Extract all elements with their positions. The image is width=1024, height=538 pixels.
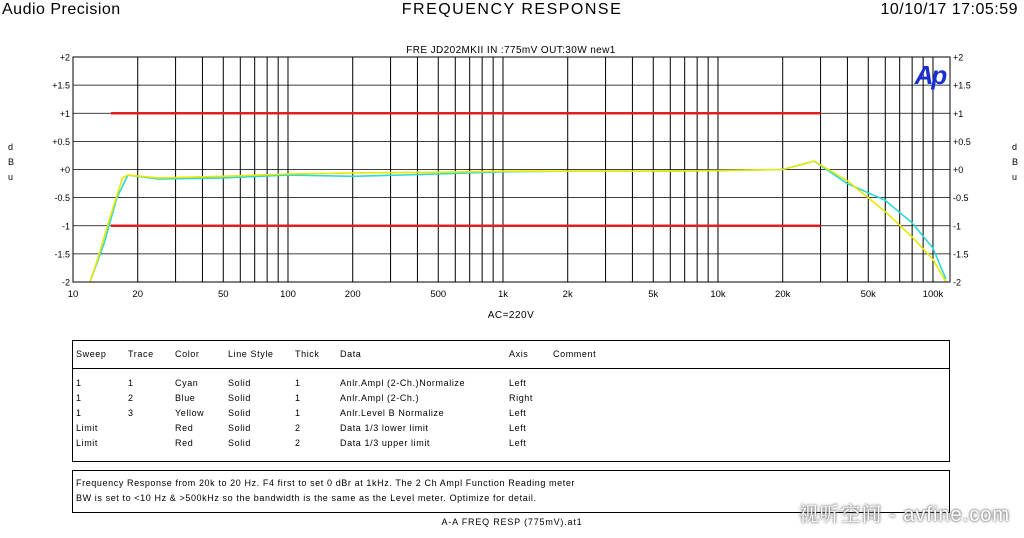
page-title: FREQUENCY RESPONSE — [401, 1, 623, 18]
x-tick-label: 50 — [217, 289, 229, 300]
legend-cell: 1 — [295, 378, 301, 388]
legend-cell: Solid — [228, 378, 252, 388]
legend-cell: 2 — [128, 393, 134, 403]
legend-cell: Data 1/3 lower limit — [340, 423, 429, 433]
y-tick-label-left: -1.5 — [54, 249, 70, 260]
y-tick-label-left: +1.5 — [52, 80, 70, 91]
y-axis-label-left: d B u — [8, 142, 15, 182]
x-axis-label: AC=220V — [487, 310, 535, 321]
legend-header-cell: Thick — [295, 349, 320, 359]
legend-cell: Anlr.Level B Normalize — [340, 408, 445, 418]
legend-cell: Anlr.Ampl (2-Ch.)Normalize — [340, 378, 466, 388]
legend-cell: Blue — [175, 393, 196, 403]
legend-cell: 1 — [128, 378, 134, 388]
legend-cell: Left — [509, 378, 527, 388]
y-tick-label-right: +2 — [953, 52, 964, 63]
ap-logo: Ap — [914, 60, 946, 90]
y-tick-label-right: -1.5 — [953, 249, 969, 260]
traces — [90, 161, 946, 282]
y-tick-label-right: +1.5 — [953, 80, 971, 91]
y-tick-label-left: +1 — [59, 108, 70, 119]
notes-line-1: Frequency Response from 20k to 20 Hz. F4 first to set 0 dBr at 1kHz. The 2 Ch Ampl Function Reading meter — [76, 478, 576, 488]
legend-cell: Limit — [76, 438, 99, 448]
legend-cell: Red — [175, 438, 194, 448]
x-tick-label: 20k — [775, 289, 791, 300]
trace-cyan — [90, 161, 946, 282]
x-tick-label: 1k — [497, 289, 509, 300]
chart-title: FRE JD202MKII IN :775mV OUT:30W new1 — [406, 45, 616, 56]
y-tick-label-right: +0 — [953, 165, 964, 175]
legend-cell: 1 — [76, 378, 82, 388]
trace-yellow — [90, 161, 946, 282]
legend-cell: Solid — [228, 423, 252, 433]
legend-cell: Data 1/3 upper limit — [340, 438, 431, 448]
legend-cell: 1 — [295, 393, 301, 403]
grid — [73, 57, 950, 282]
brand-label: Audio Precision — [2, 1, 121, 18]
y-tick-label-right: +1 — [953, 108, 964, 119]
legend-cell: 1 — [76, 393, 82, 403]
trace-legend-table — [72, 340, 950, 462]
x-tick-label: 200 — [344, 289, 361, 300]
x-tick-label: 100 — [280, 289, 296, 300]
legend-header-cell: Color — [175, 349, 200, 359]
x-tick-label: 2k — [562, 289, 573, 300]
legend-cell: Left — [509, 408, 527, 418]
x-tick-label: 100k — [922, 289, 944, 300]
legend-cell: 1 — [295, 408, 301, 418]
watermark: 视听空间 - avfine.com — [798, 504, 1010, 526]
legend-cell: 2 — [295, 438, 301, 448]
legend-header-cell: Axis — [509, 349, 529, 359]
y-tick-label-left: +0.5 — [52, 136, 70, 147]
legend-cell: 3 — [128, 408, 134, 418]
x-tick-label: 10 — [67, 289, 79, 300]
y-tick-label-right: +0.5 — [953, 136, 971, 147]
x-tick-label: 10k — [710, 289, 726, 300]
x-ticks — [68, 289, 944, 300]
legend-header-cell: Trace — [128, 349, 154, 359]
legend-header-cell: Data — [340, 349, 362, 359]
y-ticks-right — [953, 53, 971, 288]
legend-cell: Left — [509, 438, 527, 448]
legend-cell: Solid — [228, 438, 252, 448]
legend-cell: Yellow — [175, 408, 205, 418]
y-tick-label-left: +2 — [59, 52, 70, 63]
legend-cell: 2 — [295, 423, 301, 433]
legend-cell: Red — [175, 423, 194, 433]
legend-cell: Left — [509, 423, 527, 433]
legend-header-cell: Line Style — [228, 349, 274, 359]
y-ticks-left — [52, 53, 70, 288]
y-tick-label-right: -2 — [953, 277, 962, 288]
legend-cell: Anlr.Ampl (2-Ch.) — [340, 393, 420, 403]
y-tick-label-right: -0.5 — [953, 193, 969, 204]
y-tick-label-right: -1 — [953, 221, 962, 232]
notes-line-2: BW is set to <10 Hz & >500kHz so the bandwidth is the same as the Level meter. Optimize for detail. — [76, 493, 537, 503]
legend-cell: 1 — [76, 408, 82, 418]
y-tick-label-left: +0 — [59, 165, 70, 175]
y-axis-label-right: d B u — [1012, 142, 1019, 182]
legend-cell: Solid — [228, 408, 252, 418]
datetime-label: 10/10/17 17:05:59 — [880, 1, 1018, 18]
legend-header-cell: Comment — [553, 349, 597, 359]
legend-cell: Cyan — [175, 378, 199, 388]
file-name-label: A-A FREQ RESP (775mV).at1 — [441, 517, 583, 527]
x-tick-label: 5k — [648, 289, 659, 300]
x-tick-label: 20 — [132, 289, 144, 300]
y-tick-label-left: -1 — [61, 221, 70, 232]
x-tick-label: 500 — [430, 289, 447, 300]
legend-header-cell: Sweep — [76, 349, 107, 359]
legend-cell: Right — [509, 393, 534, 403]
y-tick-label-left: -0.5 — [54, 193, 70, 204]
y-tick-label-left: -2 — [61, 277, 70, 288]
legend-cell: Solid — [228, 393, 252, 403]
x-tick-label: 50k — [860, 289, 876, 300]
legend-cell: Limit — [76, 423, 99, 433]
